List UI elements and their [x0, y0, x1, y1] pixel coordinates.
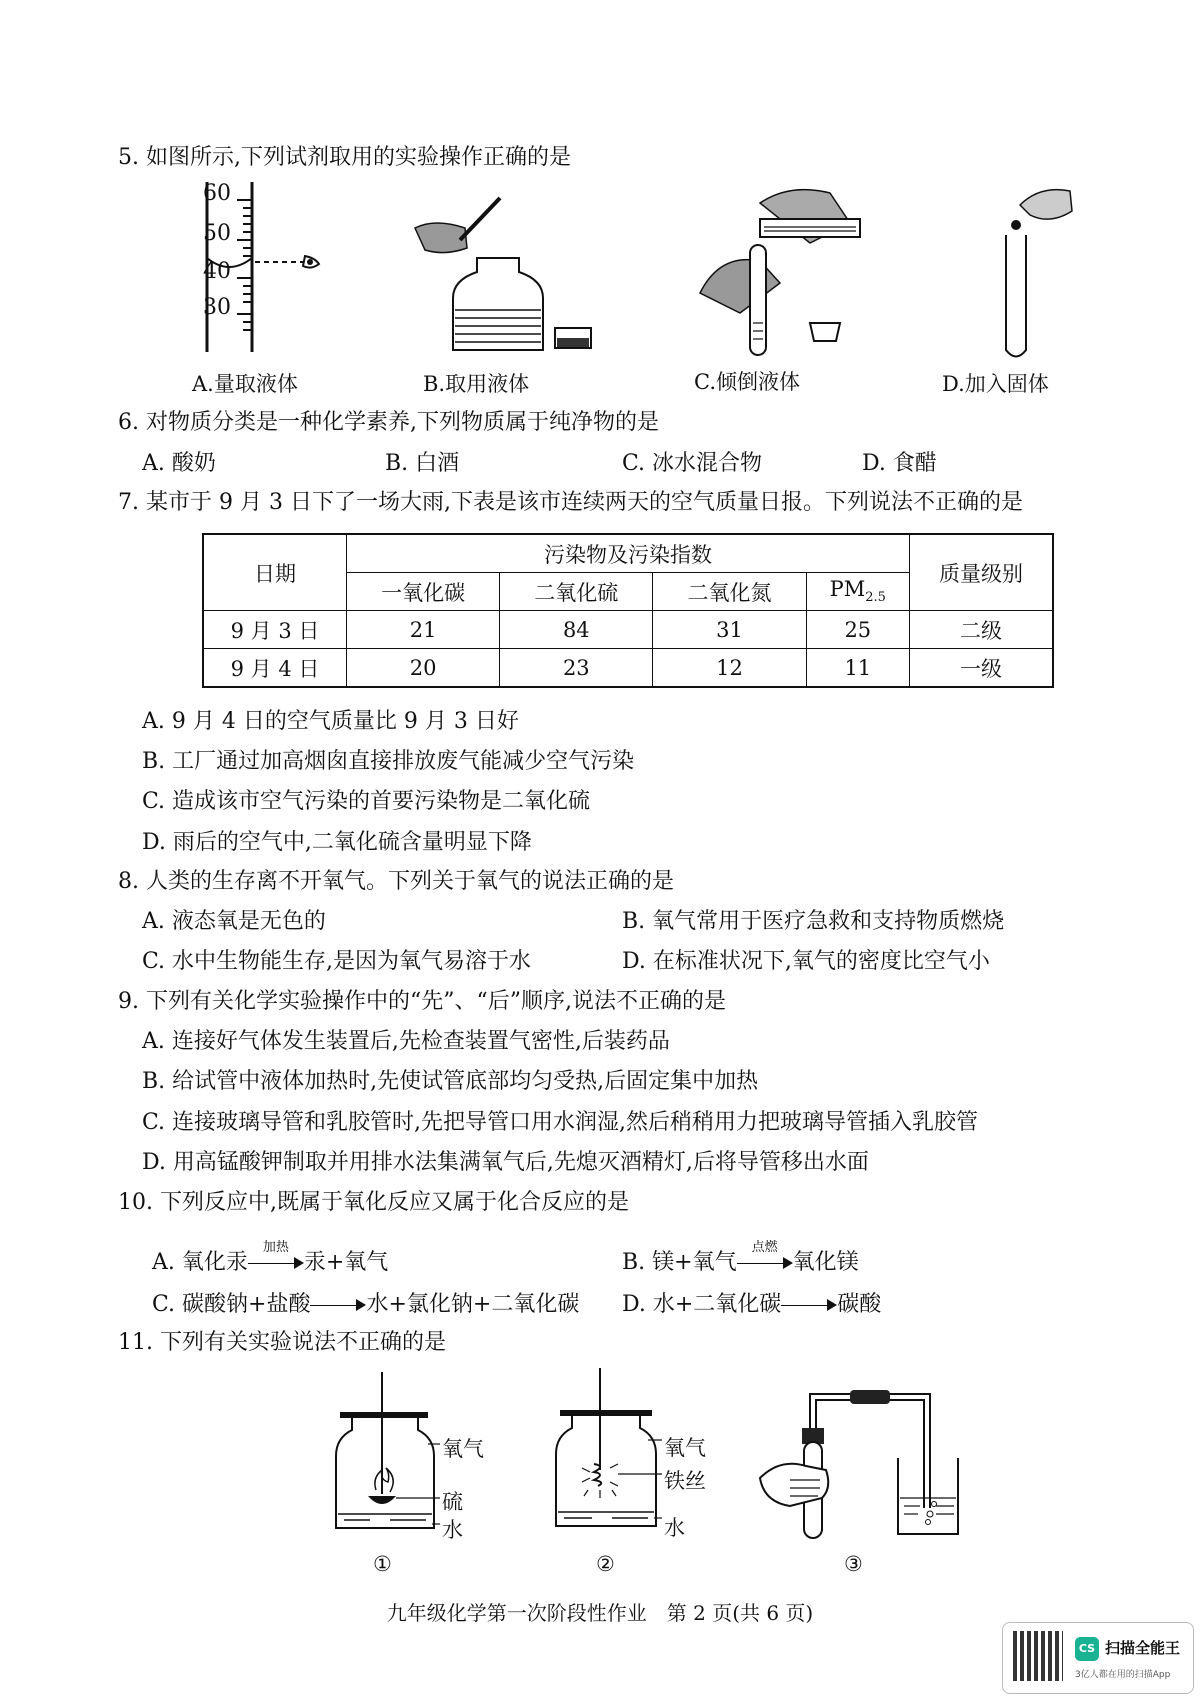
q7-option-d: D. 雨后的空气中,二氧化硫含量明显下降 — [142, 830, 532, 855]
table-cell-date: 9 月 3 日 — [203, 611, 347, 649]
q6-option-d: D. 食醋 — [862, 451, 937, 476]
q5-option-b: B.取用液体 — [423, 372, 530, 396]
q8-stem: 8. 人类的生存离不开氧气。下列关于氧气的说法正确的是 — [118, 869, 674, 894]
fig2-label-oxygen: 氧气 — [664, 1436, 706, 1460]
pouring-liquid-figure — [700, 183, 890, 363]
page-footer: 九年级化学第一次阶段性作业 第 2 页(共 6 页) — [386, 1601, 814, 1625]
q9-option-d: D. 用高锰酸钾制取并用排水法集满氧气后,先熄灭酒精灯,后将导管移出水面 — [142, 1150, 869, 1175]
fig2-label-water: 水 — [664, 1516, 685, 1540]
scale-label-30: 30 — [203, 295, 231, 320]
q5-stem: 5. 如图所示,下列试剂取用的实验操作正确的是 — [118, 145, 571, 170]
qr-code-icon — [1013, 1631, 1063, 1681]
q8-option-b: B. 氧气常用于医疗急救和支持物质燃烧 — [622, 909, 1005, 934]
q10-option-a: A. 氧化汞 加热 汞+氧气 — [152, 1240, 389, 1275]
q11-stem: 11. 下列有关实验说法不正确的是 — [118, 1330, 446, 1355]
table-cell: 20 — [347, 649, 500, 688]
table-cell-level: 一级 — [910, 649, 1054, 688]
reaction-arrow-icon — [781, 1294, 837, 1316]
cs-logo-icon: CS — [1075, 1637, 1099, 1661]
q10-option-b: B. 镁+氧气 点燃 氧化镁 — [622, 1240, 859, 1275]
table-cell: 31 — [653, 611, 806, 649]
fig2-label-iron-wire: 铁丝 — [664, 1469, 706, 1493]
table-header-so2: 二氧化硫 — [500, 573, 653, 611]
table-header-co: 一氧化碳 — [347, 573, 500, 611]
q7-option-b: B. 工厂通过加高烟囱直接排放废气能减少空气污染 — [142, 749, 635, 774]
q5-option-c: C.倾倒液体 — [694, 370, 800, 394]
q6-option-a: A. 酸奶 — [142, 451, 216, 476]
fig1-label-oxygen: 氧气 — [442, 1437, 484, 1461]
table-cell: 21 — [347, 611, 500, 649]
table-header-pm25: $PM_{2.5}$ — [806, 573, 909, 611]
scale-label-40: 40 — [203, 259, 231, 284]
fig2-number: ② — [596, 1552, 615, 1576]
table-header-level: 质量级别 — [910, 534, 1054, 611]
fig1-label-water: 水 — [442, 1518, 463, 1542]
q8-option-d: D. 在标准状况下,氧气的密度比空气小 — [622, 949, 990, 974]
table-cell: 12 — [653, 649, 806, 688]
fig3-number: ③ — [844, 1552, 863, 1576]
table-row — [203, 611, 1053, 649]
q9-option-c: C. 连接玻璃导管和乳胶管时,先把导管口用水润湿,然后稍稍用力把玻璃导管插入乳胶管 — [142, 1110, 979, 1135]
table-header-date: 日期 — [203, 534, 347, 611]
table-cell: 11 — [806, 649, 909, 688]
q10-stem: 10. 下列反应中,既属于氧化反应又属于化合反应的是 — [118, 1190, 629, 1215]
q7-option-c: C. 造成该市空气污染的首要污染物是二氧化硫 — [142, 789, 591, 814]
table-header-pollutants: 污染物及污染指数 — [347, 534, 910, 573]
scale-label-50: 50 — [203, 221, 231, 246]
reaction-arrow-icon: 点燃 — [737, 1252, 793, 1274]
q10-option-c: C. 碳酸钠+盐酸 水+氯化钠+二氧化碳 — [152, 1292, 580, 1317]
fig1-number: ① — [373, 1552, 392, 1576]
table-cell: 23 — [500, 649, 653, 688]
reaction-arrow-icon: 加热 — [248, 1252, 304, 1274]
q9-option-a: A. 连接好气体发生装置后,先检查装置气密性,后装药品 — [142, 1029, 670, 1054]
q7-option-a: A. 9 月 4 日的空气质量比 9 月 3 日好 — [142, 709, 519, 734]
adding-solid-figure — [990, 185, 1080, 365]
scale-label-60: 60 — [203, 181, 231, 206]
table-row — [203, 649, 1053, 688]
q6-option-b: B. 白酒 — [385, 451, 460, 476]
sulfur-combustion-figure — [330, 1372, 440, 1532]
q8-option-c: C. 水中生物能生存,是因为氧气易溶于水 — [142, 949, 532, 974]
badge-title: 扫描全能王 — [1105, 1639, 1181, 1657]
dropper-bottle-figure — [405, 198, 585, 358]
q5-option-a: A.量取液体 — [192, 372, 298, 396]
q7-stem: 7. 某市于 9 月 3 日下了一场大雨,下表是该市连续两天的空气质量日报。下列说法不正确的是 — [118, 490, 1023, 515]
table-cell-date: 9 月 4 日 — [203, 649, 347, 688]
q8-option-a: A. 液态氧是无色的 — [142, 909, 326, 934]
q6-option-c: C. 冰水混合物 — [622, 451, 763, 476]
airtightness-check-figure — [750, 1388, 960, 1538]
table-cell: 25 — [806, 611, 909, 649]
air-quality-table — [202, 533, 1054, 688]
iron-wire-combustion-figure — [552, 1368, 662, 1528]
q9-option-b: B. 给试管中液体加热时,先使试管底部均匀受热,后固定集中加热 — [142, 1069, 759, 1094]
table-cell-level: 二级 — [910, 611, 1054, 649]
q5-option-d: D.加入固体 — [942, 372, 1049, 396]
badge-subtitle: 3亿人都在用的扫描App — [1075, 1670, 1171, 1680]
reaction-arrow-icon — [310, 1294, 366, 1316]
q9-stem: 9. 下列有关化学实验操作中的“先”、“后”顺序,说法不正确的是 — [118, 989, 726, 1014]
fig1-label-sulfur: 硫 — [442, 1490, 463, 1514]
q10-option-d: D. 水+二氧化碳 碳酸 — [622, 1292, 882, 1317]
table-header-no2: 二氧化氮 — [653, 573, 806, 611]
q6-stem: 6. 对物质分类是一种化学素养,下列物质属于纯净物的是 — [118, 410, 659, 435]
table-cell: 84 — [500, 611, 653, 649]
scanner-app-badge — [1002, 1622, 1194, 1694]
